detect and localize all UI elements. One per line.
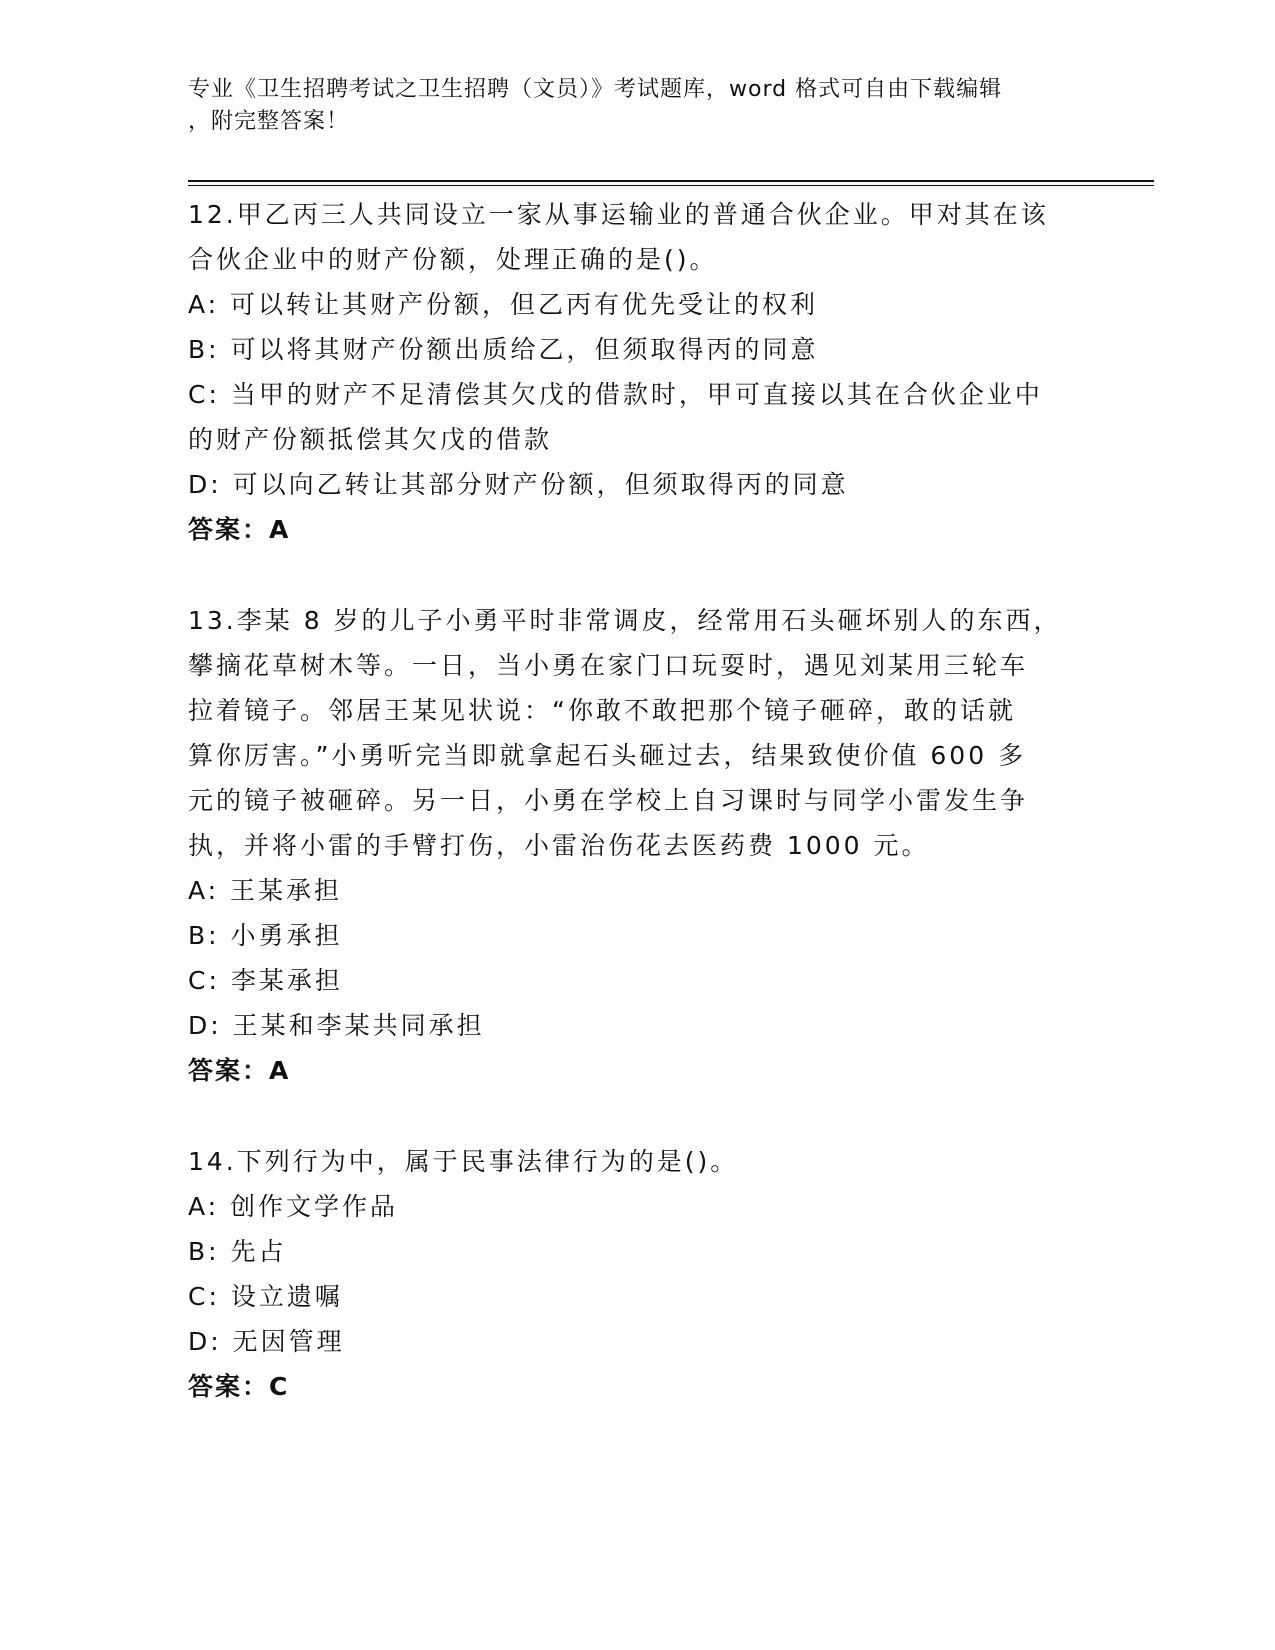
option-c: C: 当甲的财产不足清偿其欠戊的借款时，甲可直接以其在合伙企业中 [188,380,1043,409]
question-stem-line: 攀摘花草树木等。一日，当小勇在家门口玩耍时，遇见刘某用三轮车 [188,651,1029,680]
answer-label: 答案：A [188,515,291,544]
option-a: A: 王某承担 [188,876,343,905]
option-b: B: 可以将其财产份额出质给乙，但须取得丙的同意 [188,335,819,364]
question-stem-line: 拉着镜子。邻居王某见状说：“你敢不敢把那个镜子砸碎，敢的话就 [188,696,1016,725]
question-stem-line: 合伙企业中的财产份额，处理正确的是()。 [188,245,718,274]
question-stem-line: 13.李某 8 岁的儿子小勇平时非常调皮，经常用石头砸坏别人的东西， [188,606,1062,635]
answer-label: 答案：A [188,1056,291,1085]
question-12 [188,192,1078,552]
header-line-2: ，附完整答案！ [188,109,350,134]
question-stem-line: 元的镜子被砸碎。另一日，小勇在学校上自习课时与同学小雷发生争 [188,786,1029,815]
option-a: A: 可以转让其财产份额，但乙丙有优先受让的权利 [188,290,819,319]
question-stem-line: 算你厉害。”小勇听完当即就拿起石头砸过去，结果致使价值 600 多 [188,741,1027,770]
header-rule-thick [188,180,1154,182]
question-stem-line: 14.下列行为中，属于民事法律行为的是()。 [188,1147,739,1176]
question-14 [188,1139,1078,1409]
header-rule-thin [188,185,1154,186]
question-list [188,192,1078,1455]
option-c: C: 李某承担 [188,966,343,995]
option-d: D: 可以向乙转让其部分财产份额，但须取得丙的同意 [188,470,849,499]
question-stem-line: 执，并将小雷的手臂打伤，小雷治伤花去医药费 1000 元。 [188,831,930,860]
option-d: D: 王某和李某共同承担 [188,1011,485,1040]
question-13 [188,598,1078,1093]
question-stem-line: 12.甲乙丙三人共同设立一家从事运输业的普通合伙企业。甲对其在该 [188,200,1049,229]
answer-label: 答案：C [188,1372,290,1401]
option-c: C: 设立遗嘱 [188,1282,343,1311]
option-d: D: 无因管理 [188,1327,345,1356]
option-b: B: 先占 [188,1237,287,1266]
option-c-continued: 的财产份额抵偿其欠戊的借款 [188,425,553,454]
document-header [188,74,1068,138]
header-line-1: 专业《卫生招聘考试之卫生招聘（文员）》考试题库，word 格式可自由下载编辑 [188,77,1003,102]
option-b: B: 小勇承担 [188,921,343,950]
option-a: A: 创作文学作品 [188,1192,399,1221]
